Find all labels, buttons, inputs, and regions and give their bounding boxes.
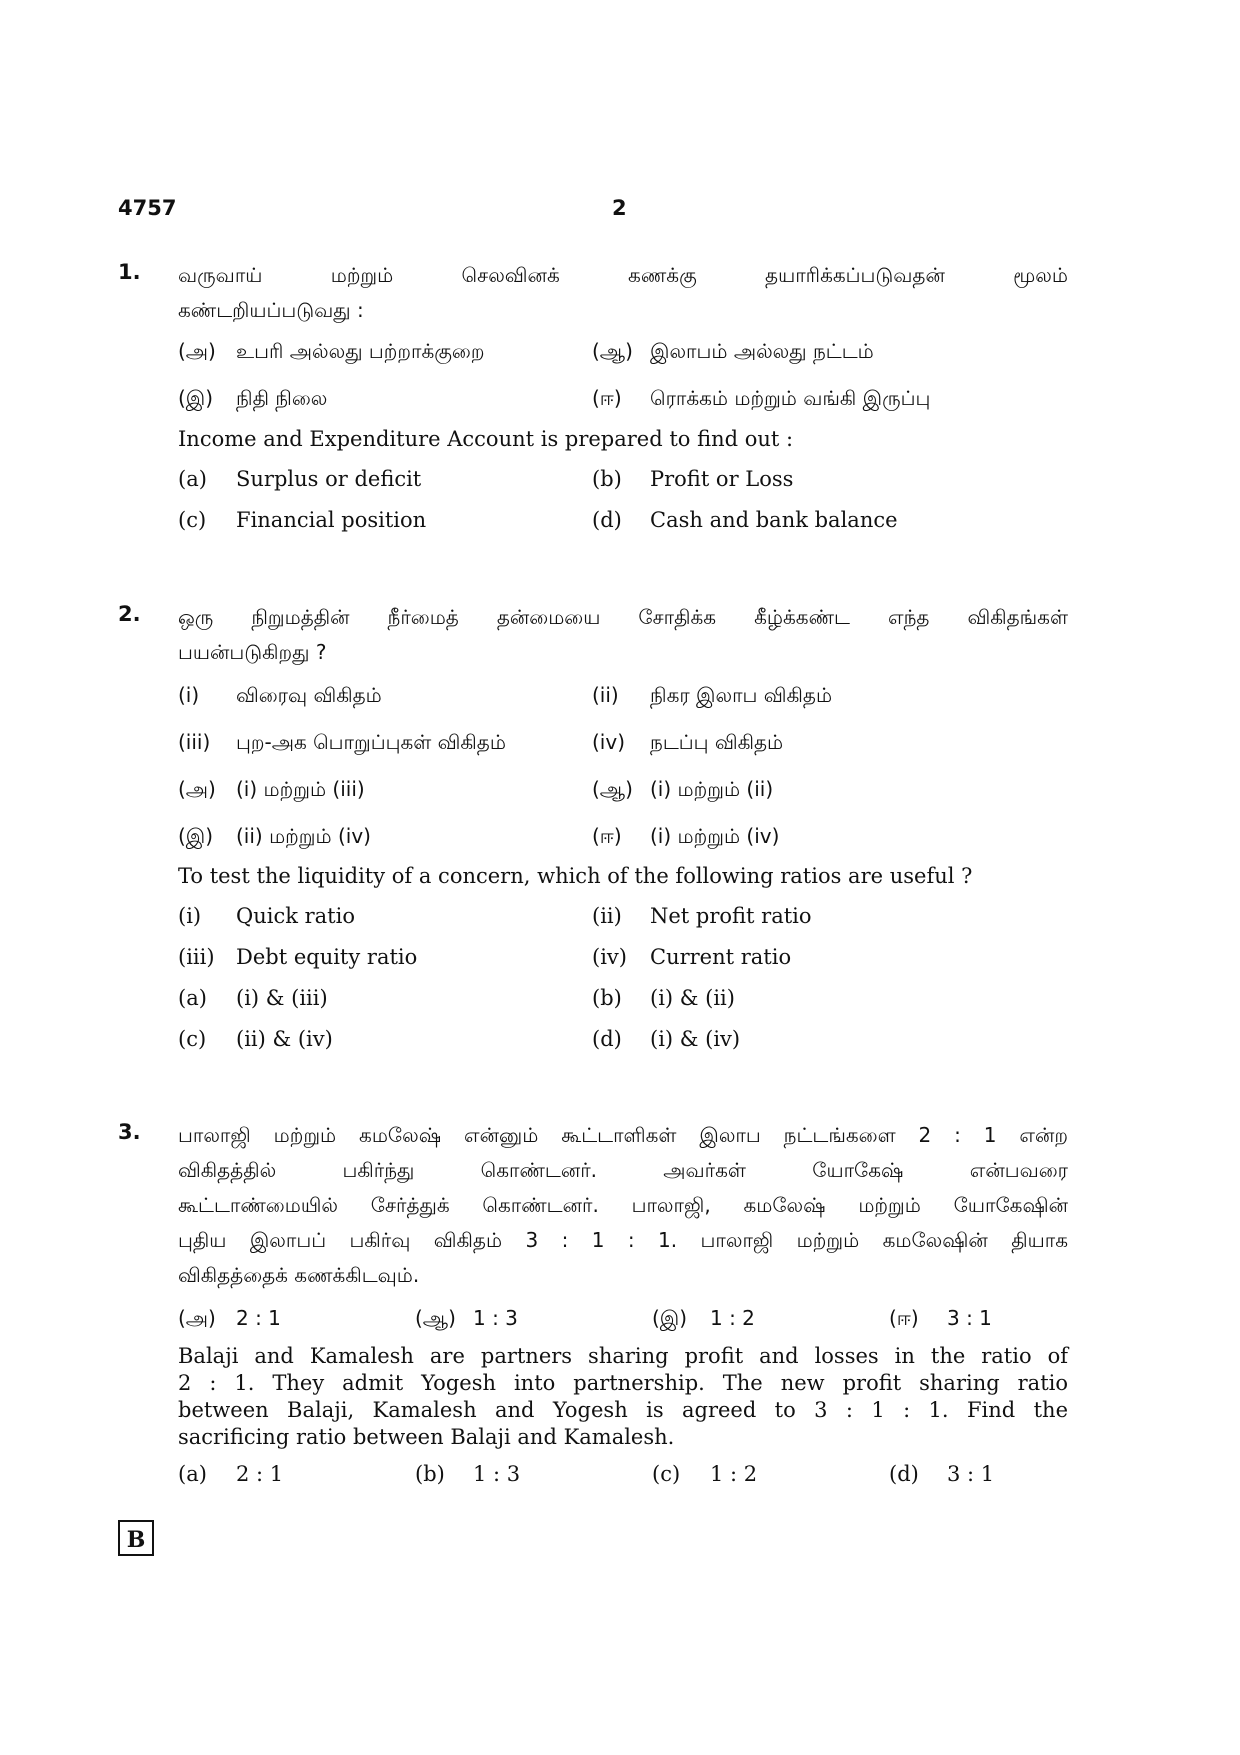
option-text: இலாபம் அல்லது நட்டம் [650,339,874,363]
english-option-b [415,1461,520,1488]
option-text: 1 : 2 [710,1462,758,1486]
option-label: (a) [178,1462,207,1486]
english-item-i [178,903,355,930]
series-code-box: B [118,1520,154,1556]
option-label: (ஈ) [889,1306,919,1330]
option-label: (d) [592,508,622,532]
item-label: (ii) [592,904,622,928]
option-text: 1 : 3 [473,1462,521,1486]
option-label: (a) [178,986,207,1010]
question-number: 1. [118,260,141,284]
option-text: 3 : 1 [947,1462,995,1486]
page-number: 2 [612,196,627,220]
english-option-b [592,985,735,1012]
item-label: (ii) [592,683,619,707]
item-label: (iii) [178,730,211,754]
tamil-item-ii [592,678,832,713]
option-label: (c) [178,508,207,532]
english-text-line: 2 : 1. They admit Yogesh into partnership. The new profit sharing ratio [178,1371,1068,1395]
english-option-a [178,1461,283,1488]
option-text: (ii) மற்றும் (iv) [236,824,371,848]
english-option-a [178,466,421,493]
question-body [178,600,1068,1067]
item-text: புற-அக பொறுப்புகள் விகிதம் [236,730,506,754]
option-text: 1 : 3 [473,1306,518,1330]
question-number: 2. [118,602,141,626]
option-text: 3 : 1 [947,1306,992,1330]
tamil-text-line: கண்டறியப்படுவது : [178,298,364,322]
option-label: (c) [178,1027,207,1051]
item-text: விரைவு விகிதம் [236,683,382,707]
option-label: (ஆ) [592,339,633,363]
item-label: (i) [178,683,200,707]
option-label: (b) [592,986,622,1010]
tamil-option-a [178,334,484,369]
option-text: Surplus or deficit [236,467,422,491]
item-label: (iii) [178,945,215,969]
item-text: Current ratio [650,945,792,969]
option-text: (ii) & (iv) [236,1027,333,1051]
option-text: Financial position [236,508,427,532]
tamil-text-line: விகிதத்தைக் கணக்கிடவும். [178,1263,420,1287]
tamil-text-line: பயன்படுகிறது ? [178,640,327,664]
tamil-text-line: கூட்டாண்மையில் சேர்த்துக் கொண்டனர். பாலாஜி, கமலேஷ் மற்றும் யோகேஷின் [178,1193,1068,1217]
option-row [178,985,1068,1026]
option-text: நிதி நிலை [236,386,328,410]
tamil-option-c [652,1301,755,1336]
option-text: 2 : 1 [236,1306,281,1330]
option-text: (i) & (iv) [650,1027,741,1051]
question-body [178,1118,1068,1502]
item-row [178,903,1068,944]
tamil-text-line: வருவாய் மற்றும் செலவினக் கணக்கு தயாரிக்கப்படுவதன் மூலம் [178,263,1068,287]
english-option-a [178,985,328,1012]
item-row [178,725,1068,772]
option-row [178,507,1068,548]
tamil-item-iv [592,725,783,760]
option-label: (அ) [178,1306,216,1330]
option-label: (அ) [178,339,216,363]
item-row [178,678,1068,725]
option-row [178,381,1068,422]
option-text: 2 : 1 [236,1462,284,1486]
tamil-option-b [592,334,874,369]
tamil-option-b [592,772,773,807]
english-question-text: To test the liquidity of a concern, which of the following ratios are useful ? [178,864,973,888]
english-option-c [178,507,426,534]
tamil-option-a [178,1301,281,1336]
english-question-text: Income and Expenditure Account is prepared to find out : [178,427,794,451]
english-item-iv [592,944,791,971]
tamil-option-d [889,1301,992,1336]
option-label: (ஆ) [592,777,633,801]
english-option-d [592,1026,740,1053]
question-body [178,258,1068,548]
item-text: Net profit ratio [650,904,812,928]
tamil-item-i [178,678,382,713]
option-row [178,1026,1068,1067]
option-label: (d) [592,1027,622,1051]
english-text-line: Balaji and Kamalesh are partners sharing profit and losses in the ratio of [178,1344,1068,1368]
option-label: (இ) [178,386,214,410]
item-text: நிகர இலாப விகிதம் [650,683,833,707]
english-option-d [592,507,898,534]
option-label: (ஆ) [415,1306,456,1330]
option-text: 1 : 2 [710,1306,755,1330]
english-text-line: between Balaji, Kamalesh and Yogesh is agreed to 3 : 1 : 1. Find the [178,1398,1068,1422]
english-item-iii [178,944,417,971]
english-option-c [652,1461,757,1488]
option-label: (a) [178,467,207,491]
tamil-option-d [592,819,779,854]
english-option-d [889,1461,994,1488]
option-text: (i) & (iii) [236,986,328,1010]
item-row [178,944,1068,985]
item-label: (iv) [592,730,625,754]
english-text-line: sacrificing ratio between Balaji and Kamalesh. [178,1425,675,1449]
english-option-c [178,1026,333,1053]
option-label: (ஈ) [592,824,622,848]
tamil-item-iii [178,725,506,760]
item-text: நடப்பு விகிதம் [650,730,784,754]
option-text: Cash and bank balance [650,508,898,532]
option-text: (i) மற்றும் (iv) [650,824,780,848]
option-row [178,1301,1068,1343]
tamil-text-line: புதிய இலாபப் பகிர்வு விகிதம் 3 : 1 : 1. பாலாஜி மற்றும் கமலேஷின் தியாக [178,1228,1068,1252]
item-text: Quick ratio [236,904,355,928]
tamil-option-a [178,772,365,807]
option-label: (c) [652,1462,681,1486]
tamil-option-b [415,1301,518,1336]
tamil-option-c [178,819,371,854]
page-header [118,196,1118,226]
item-label: (i) [178,904,202,928]
paper-code: 4757 [118,196,177,220]
english-item-ii [592,903,812,930]
option-text: Profit or Loss [650,467,794,491]
option-label: (அ) [178,777,216,801]
option-row [178,466,1068,507]
option-text: (i) மற்றும் (iii) [236,777,365,801]
tamil-option-c [178,381,327,416]
option-label: (இ) [178,824,214,848]
tamil-text-line: பாலாஜி மற்றும் கமலேஷ் என்னும் கூட்டாளிகள் இலாப நட்டங்களை 2 : 1 என்ற [178,1123,1068,1147]
option-row [178,334,1068,375]
option-text: (i) & (ii) [650,986,735,1010]
option-text: (i) மற்றும் (ii) [650,777,774,801]
option-text: ரொக்கம் மற்றும் வங்கி இருப்பு [650,386,931,410]
option-label: (இ) [652,1306,688,1330]
tamil-text-line: விகிதத்தில் பகிர்ந்து கொண்டனர். அவர்கள் யோகேஷ் என்பவரை [178,1158,1068,1182]
option-label: (ஈ) [592,386,622,410]
item-text: Debt equity ratio [236,945,418,969]
question-number: 3. [118,1120,141,1144]
option-label: (b) [592,467,622,491]
tamil-text-line: ஒரு நிறுமத்தின் நீர்மைத் தன்மையை சோதிக்க கீழ்க்கண்ட எந்த விகிதங்கள் [178,605,1068,629]
english-option-b [592,466,793,493]
item-label: (iv) [592,945,627,969]
option-label: (b) [415,1462,445,1486]
option-row [178,819,1068,863]
option-label: (d) [889,1462,919,1486]
tamil-option-d [592,381,930,416]
option-row [178,1461,1068,1502]
option-row [178,772,1068,819]
option-text: உபரி அல்லது பற்றாக்குறை [236,339,485,363]
